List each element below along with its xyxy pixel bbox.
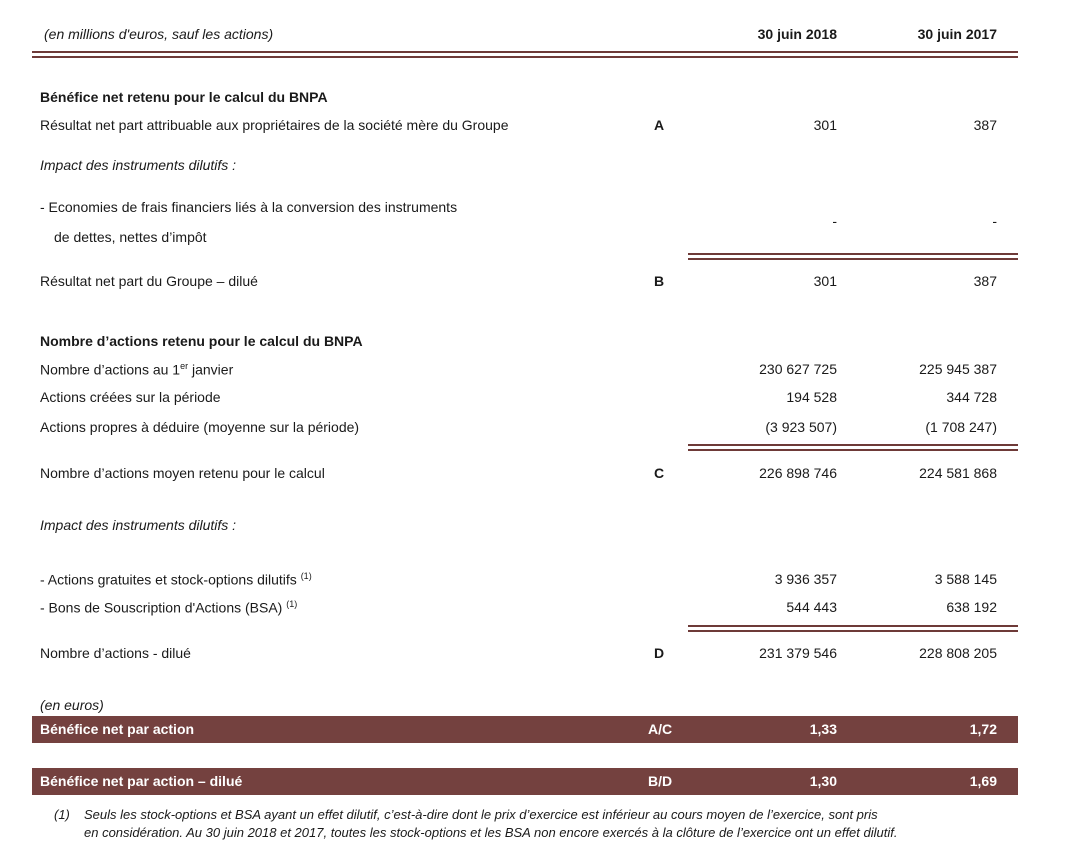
- value-econ-2017: -: [992, 213, 997, 229]
- row-label-econ-line2: de dettes, nettes d’impôt: [54, 229, 207, 245]
- value-avg-shares-2017: 224 581 868: [919, 465, 997, 481]
- value-free-shares-2018: 3 936 357: [774, 571, 837, 587]
- subtotal-rule-d-bottom: [688, 630, 1018, 632]
- value-free-shares-2017: 3 588 145: [934, 571, 997, 587]
- value-own-shares-2018: (3 923 507): [765, 419, 837, 435]
- value-shares-created-2017: 344 728: [946, 389, 997, 405]
- value-avg-shares-2018: 226 898 746: [759, 465, 837, 481]
- row-label-diluted-result: Résultat net part du Groupe – dilué: [40, 273, 258, 289]
- row-marker-c: C: [654, 465, 665, 481]
- footnote-number: (1): [54, 807, 70, 822]
- value-net-result-2018: 301: [813, 117, 837, 133]
- eps-value-2017: 1,72: [969, 721, 997, 737]
- diluted-eps-value-2017: 1,69: [969, 773, 997, 789]
- value-diluted-shares-2017: 228 808 205: [919, 645, 997, 661]
- row-marker-d: D: [654, 645, 665, 661]
- impact-title-1: Impact des instruments dilutifs :: [40, 157, 237, 173]
- value-diluted-result-2017: 387: [973, 273, 997, 289]
- subtotal-rule-b-bottom: [688, 258, 1018, 260]
- value-shares-january-2018: 230 627 725: [759, 361, 837, 377]
- footnote-line-2: en considération. Au 30 juin 2018 et 2017, toutes les stock-options et les BSA non encore exercés à la clôture de l’exercice ont un effet dilutif.: [84, 825, 898, 840]
- column-header-2017: 30 juin 2017: [917, 26, 997, 42]
- impact-title-2: Impact des instruments dilutifs :: [40, 517, 237, 533]
- row-label-diluted-shares: Nombre d’actions - dilué: [40, 645, 191, 661]
- euros-note: (en euros): [40, 697, 104, 713]
- row-marker-a: A: [654, 117, 665, 133]
- eps-band: [32, 716, 1018, 743]
- row-label-bsa: - Bons de Souscription d'Actions (BSA) $^{(1)}$: [40, 599, 298, 616]
- value-econ-2018: -: [832, 213, 837, 229]
- subtotal-rule-d-top: [688, 625, 1018, 627]
- row-label-net-result: Résultat net part attribuable aux propriétaires de la société mère du Groupe: [40, 117, 509, 133]
- value-diluted-result-2018: 301: [813, 273, 837, 289]
- diluted-eps-label: Bénéfice net par action – dilué: [40, 773, 243, 789]
- diluted-eps-band: [32, 768, 1018, 795]
- value-diluted-shares-2018: 231 379 546: [759, 645, 837, 661]
- column-header-2018: 30 juin 2018: [757, 26, 837, 42]
- row-label-econ-line1: - Economies de frais financiers liés à la conversion des instruments: [40, 199, 458, 215]
- header-rule-top: [32, 51, 1018, 53]
- diluted-eps-value-2018: 1,30: [809, 773, 837, 789]
- row-label-free-shares: - Actions gratuites et stock-options dilutifs $^{(1)}$: [40, 571, 312, 588]
- subtotal-rule-c-bottom: [688, 449, 1018, 451]
- row-label-shares-created: Actions créées sur la période: [40, 389, 221, 405]
- unit-note: (en millions d'euros, sauf les actions): [44, 26, 274, 42]
- value-shares-january-2017: 225 945 387: [919, 361, 997, 377]
- header-rule-bottom: [32, 56, 1018, 58]
- section-title-net-profit: Bénéfice net retenu pour le calcul du BNPA: [40, 89, 328, 105]
- value-bsa-2017: 638 192: [946, 599, 997, 615]
- value-net-result-2017: 387: [973, 117, 997, 133]
- value-own-shares-2017: (1 708 247): [925, 419, 997, 435]
- subtotal-rule-c-top: [688, 444, 1018, 446]
- footnote-line-1: Seuls les stock-options et BSA ayant un effet dilutif, c’est-à-dire dont le prix d’exercice est inférieur au cours moyen de l’exercice, sont pris: [84, 807, 878, 822]
- eps-label: Bénéfice net par action: [40, 721, 195, 737]
- diluted-eps-marker: B/D: [648, 773, 673, 789]
- row-label-avg-shares: Nombre d’actions moyen retenu pour le calcul: [40, 465, 325, 481]
- row-label-shares-january: Nombre d’actions au 1er janvier: [40, 361, 234, 378]
- eps-marker: A/C: [648, 721, 673, 737]
- section-title-shares: Nombre d’actions retenu pour le calcul du BNPA: [40, 333, 363, 349]
- eps-value-2018: 1,33: [809, 721, 837, 737]
- row-marker-b: B: [654, 273, 665, 289]
- subtotal-rule-b-top: [688, 253, 1018, 255]
- value-shares-created-2018: 194 528: [786, 389, 837, 405]
- row-label-own-shares: Actions propres à déduire (moyenne sur la période): [40, 419, 360, 435]
- value-bsa-2018: 544 443: [786, 599, 837, 615]
